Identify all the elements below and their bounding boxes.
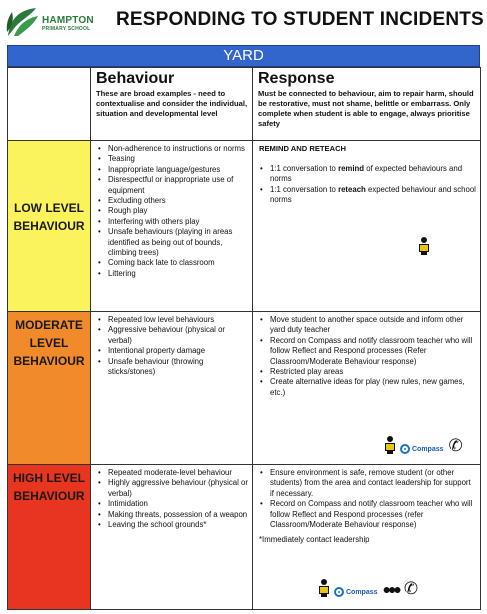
behaviour-column-description: These are broad examples - need to contextualise and consider the individual, situation and developmental level (96, 89, 248, 118)
list-item: • 1:1 conversation to reteach expected behaviour and school norms (259, 185, 476, 206)
moderate-response-cell (253, 312, 481, 465)
moderate-response-icons (385, 436, 463, 454)
level-label-line: LOW LEVEL (14, 201, 84, 215)
moderate-level-row (8, 312, 481, 465)
high-response-list (253, 465, 480, 530)
list-item: • Unsafe behaviours (playing in areas identified as being out of bounds, climbing trees) (97, 227, 248, 258)
list-item: • Unsafe behaviour (throwing sticks/stones) (97, 357, 248, 378)
low-behaviour-list (91, 141, 252, 279)
list-item: • Repeated low level behaviours (97, 315, 248, 325)
low-response-cell (253, 141, 481, 312)
moderate-behaviour-list (91, 312, 252, 377)
list-item: • Non-adherence to instructions or norms (97, 144, 248, 154)
moderate-response-list (253, 312, 480, 398)
list-item: • Disrespectful or inappropriate use of equipment (97, 175, 248, 196)
low-response-icons (419, 237, 429, 255)
phone-icon: ✆ (448, 436, 463, 455)
low-level-row (8, 141, 481, 312)
list-item: • Restricted play areas (259, 367, 476, 377)
list-item: • Teasing (97, 154, 248, 164)
list-item: • Intentional property damage (97, 346, 248, 356)
list-item: • Excluding others (97, 196, 248, 206)
behaviour-column-title: Behaviour (96, 70, 175, 87)
list-item: • Rough play (97, 206, 248, 216)
school-logo (6, 6, 106, 38)
level-label-line: BEHAVIOUR (13, 219, 85, 233)
list-item: • Making threats, possession of a weapon (97, 510, 248, 520)
list-item: • Repeated moderate-level behaviour (97, 468, 248, 478)
compass-label: Compass (346, 588, 378, 596)
high-behaviour-list (91, 465, 252, 530)
level-label-line: BEHAVIOUR (13, 489, 85, 503)
moderate-behaviour-cell (91, 312, 253, 465)
list-item: • Highly aggressive behaviour (physical or verbal) (97, 478, 248, 499)
high-behaviour-cell (91, 465, 253, 610)
high-response-icons (319, 579, 418, 597)
compass-label: Compass (412, 445, 444, 453)
table-header-row (8, 68, 481, 141)
list-item: • Create alternative ideas for play (new rules, new games, etc.) (259, 377, 476, 398)
remind-reteach-heading: REMIND AND RETEACH (259, 144, 347, 153)
list-item: • Inappropriate language/gestures (97, 165, 248, 175)
yard-duty-person-icon (419, 237, 429, 255)
list-item: • Littering (97, 269, 248, 279)
low-response-list (253, 153, 480, 206)
list-item: • Record on Compass and notify classroom teacher who will follow Reflect and Respond processes (refer Classroom/Moderate Behaviour response) (259, 499, 476, 530)
incident-response-table (7, 67, 481, 610)
leadership-note: *Immediately contact leadership (259, 535, 370, 545)
list-item: • Record on Compass and notify classroom teacher who will follow Reflect and Respond processes (Refer Classroom/Moderate Behaviour response) (259, 336, 476, 367)
low-behaviour-cell (91, 141, 253, 312)
moderate-level-label (8, 312, 91, 465)
response-column-title: Response (258, 70, 335, 87)
logo-name: HAMPTON (42, 15, 94, 26)
list-item: • Intimidation (97, 499, 248, 509)
list-item: • Aggressive behaviour (physical or verbal) (97, 325, 248, 346)
level-label-line: BEHAVIOUR (13, 354, 85, 368)
section-banner: YARD (7, 45, 480, 67)
low-level-label (8, 141, 91, 312)
logo-subtitle: PRIMARY SCHOOL (42, 26, 91, 32)
behaviour-header-cell (91, 68, 253, 141)
yard-duty-person-icon (385, 436, 395, 454)
level-label-line: HIGH LEVEL (12, 471, 85, 485)
phone-icon: ✆ (403, 579, 419, 598)
list-item: • Leaving the school grounds* (97, 520, 248, 530)
level-label-line: LEVEL (29, 336, 69, 350)
list-item: • Move student to another space outside and inform other yard duty teacher (259, 315, 476, 336)
page-header (0, 0, 487, 44)
compass-icon (334, 587, 378, 597)
high-level-row (8, 465, 481, 610)
response-header-cell (253, 68, 481, 141)
compass-icon (400, 444, 444, 454)
yard-duty-person-icon (319, 579, 329, 597)
leaf-logo-icon (6, 6, 40, 38)
response-column-description: Must be connected to behaviour, aim to repair harm, should be restorative, must not shame, belittle or embarrass. Only complete when student is able to engage, always prioritise safety (258, 89, 474, 128)
list-item: • Coming back late to classroom (97, 258, 248, 268)
page-title: RESPONDING TO STUDENT INCIDENTS (116, 9, 484, 30)
high-response-cell (253, 465, 481, 610)
list-item: • Interfering with others play (97, 217, 248, 227)
list-item: • Ensure environment is safe, remove student (or other students) from the area and contact leadership for support if necessary. (259, 468, 476, 499)
leadership-group-icon: ●●● (382, 581, 399, 597)
level-label-line: MODERATE (15, 318, 83, 332)
high-level-label (8, 465, 91, 610)
list-item: • 1:1 conversation to remind of expected behaviours and norms (259, 164, 476, 185)
level-header-cell (8, 68, 91, 141)
